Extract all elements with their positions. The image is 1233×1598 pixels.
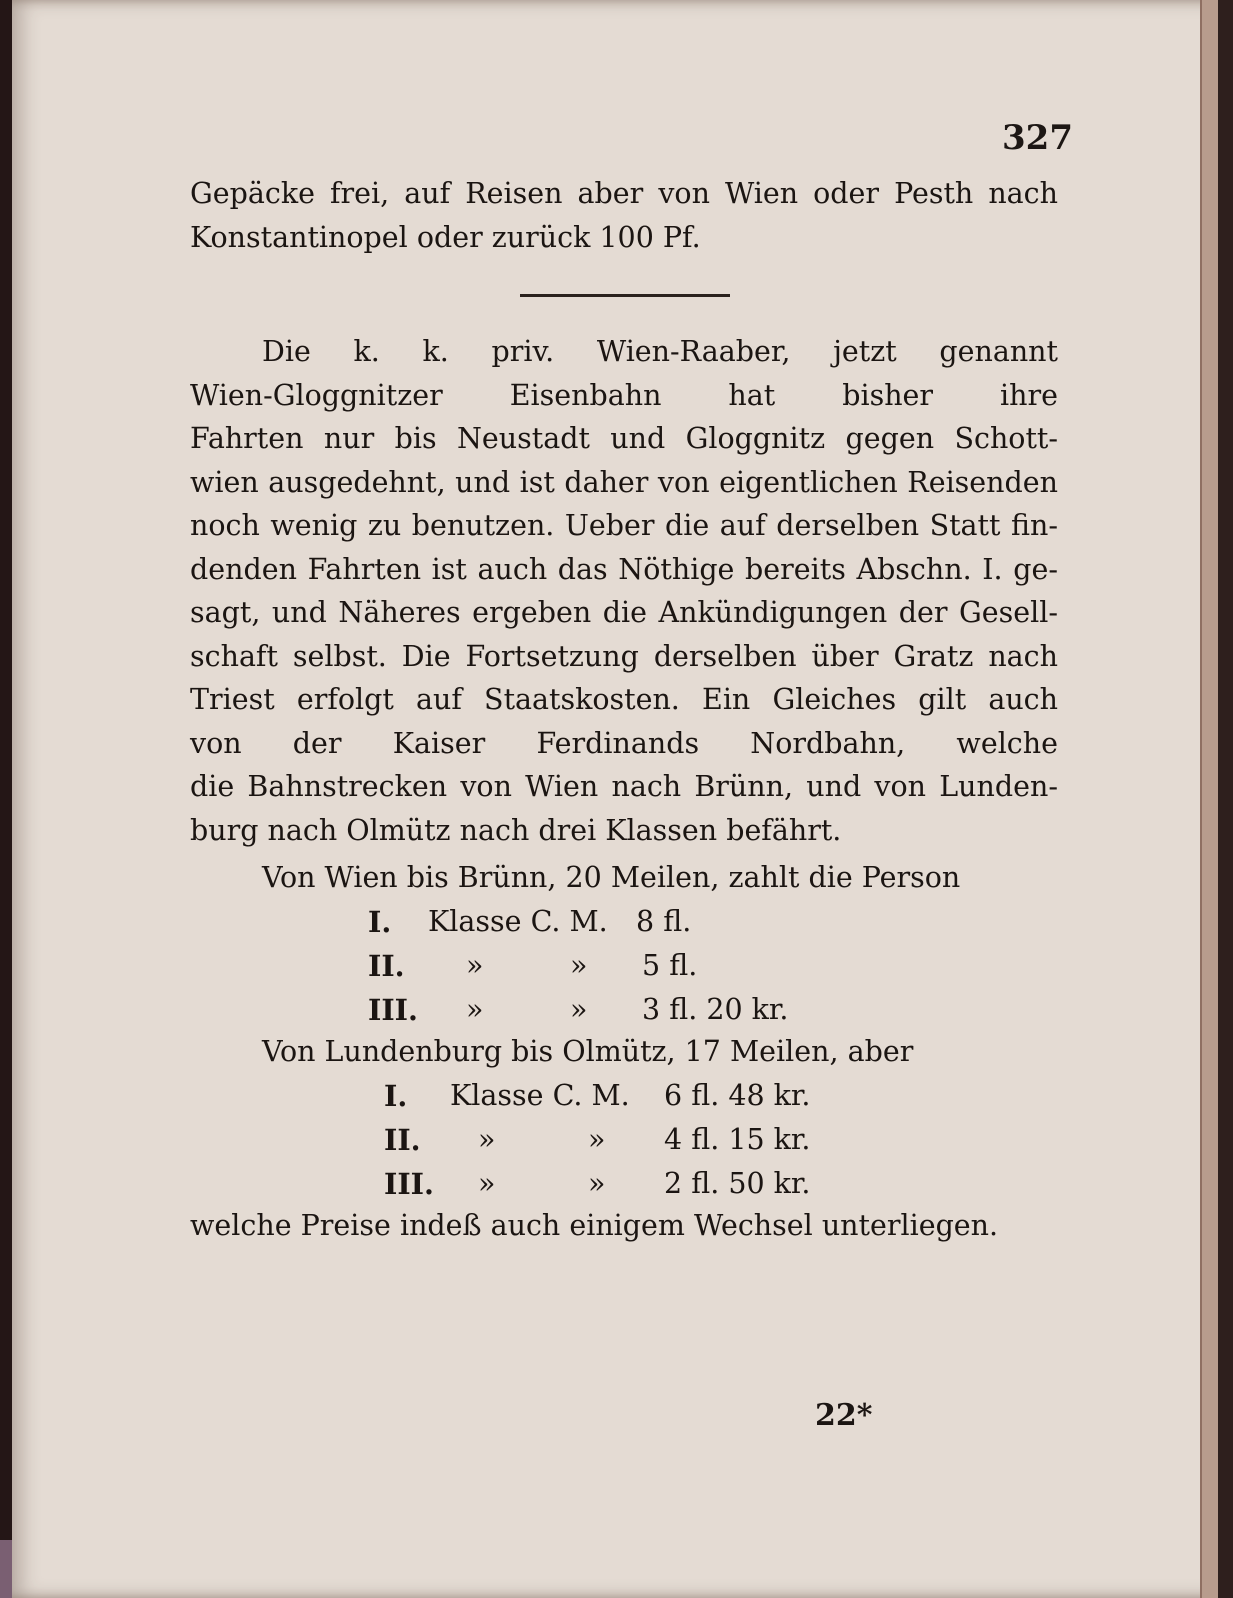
class-label: Klasse C. M.	[428, 905, 608, 938]
paragraph-line: noch wenig zu benutzen. Ueber die auf derselben Statt fin-	[190, 509, 1058, 542]
class-label: Klasse C. M.	[450, 1079, 630, 1112]
carryover-text	[190, 172, 1058, 259]
ditto-mark: »	[466, 949, 484, 982]
price: 6 fl. 48 kr.	[664, 1079, 811, 1112]
ditto-mark: »	[588, 1123, 606, 1156]
signature-mark: 22*	[815, 1398, 873, 1433]
paragraph-line: Triest erfolgt auf Staatskosten. Ein Gleiches gilt auch	[190, 683, 1058, 716]
closing-block	[190, 1204, 1058, 1248]
route2-heading: Von Lundenburg bis Olmütz, 17 Meilen, aber	[262, 1035, 914, 1068]
paragraph-line: Die k. k. priv. Wien-Raaber, jetzt genannt	[262, 335, 1058, 368]
section-divider	[520, 294, 730, 297]
route1-heading: Von Wien bis Brünn, 20 Meilen, zahlt die Person	[262, 861, 961, 894]
price: 4 fl. 15 kr.	[664, 1123, 811, 1156]
carryover-line: Gepäcke frei, auf Reisen aber von Wien oder Pesth nach	[190, 177, 1058, 210]
class-number: I.	[368, 905, 392, 939]
closing-line: welche Preise indeß auch einigem Wechsel unterliegen.	[190, 1209, 999, 1242]
paragraph-line: von der Kaiser Ferdinands Nordbahn, welche	[190, 726, 1058, 760]
paragraph-line: denden Fahrten ist auch das Nöthige bereits Abschn. I. ge-	[190, 552, 1058, 586]
ditto-mark: »	[478, 1123, 496, 1156]
class-number: III.	[384, 1167, 434, 1201]
route1-heading-block	[190, 856, 1058, 900]
class-number: II.	[368, 949, 405, 983]
paragraph-line: burg nach Olmütz nach drei Klassen befährt.	[190, 813, 842, 847]
price: 2 fl. 50 kr.	[664, 1167, 811, 1200]
railway-paragraph	[190, 330, 1058, 852]
class-number: III.	[368, 993, 418, 1027]
price: 3 fl. 20 kr.	[642, 993, 789, 1026]
class-number: I.	[384, 1079, 408, 1113]
class-number: II.	[384, 1123, 421, 1157]
ditto-mark: »	[588, 1167, 606, 1200]
paragraph-line: sagt, und Näheres ergeben die Ankündigungen der Gesell-	[190, 596, 1058, 629]
paragraph-line: wien ausgedehnt, und ist daher von eigentlichen Reisenden	[190, 465, 1058, 499]
paragraph-line: schaft selbst. Die Fortsetzung derselben über Gratz nach	[190, 639, 1058, 673]
paragraph-line: Wien-Gloggnitzer Eisenbahn hat bisher ihre	[190, 378, 1058, 412]
ditto-mark: »	[478, 1167, 496, 1200]
paragraph-line: die Bahnstrecken von Wien nach Brünn, und von Lunden-	[190, 770, 1058, 803]
paragraph-line: Fahrten nur bis Neustadt und Gloggnitz gegen Schott-	[190, 422, 1058, 455]
price: 5 fl.	[642, 949, 698, 982]
price: 8 fl.	[636, 905, 692, 938]
carryover-line: Konstantinopel oder zurück 100 Pf.	[190, 220, 701, 254]
page-edge	[1200, 0, 1218, 1598]
route2-heading-block	[190, 1030, 1058, 1074]
page-number: 327	[1002, 118, 1073, 158]
ditto-mark: »	[570, 949, 588, 982]
ditto-mark: »	[466, 993, 484, 1026]
ditto-mark: »	[570, 993, 588, 1026]
